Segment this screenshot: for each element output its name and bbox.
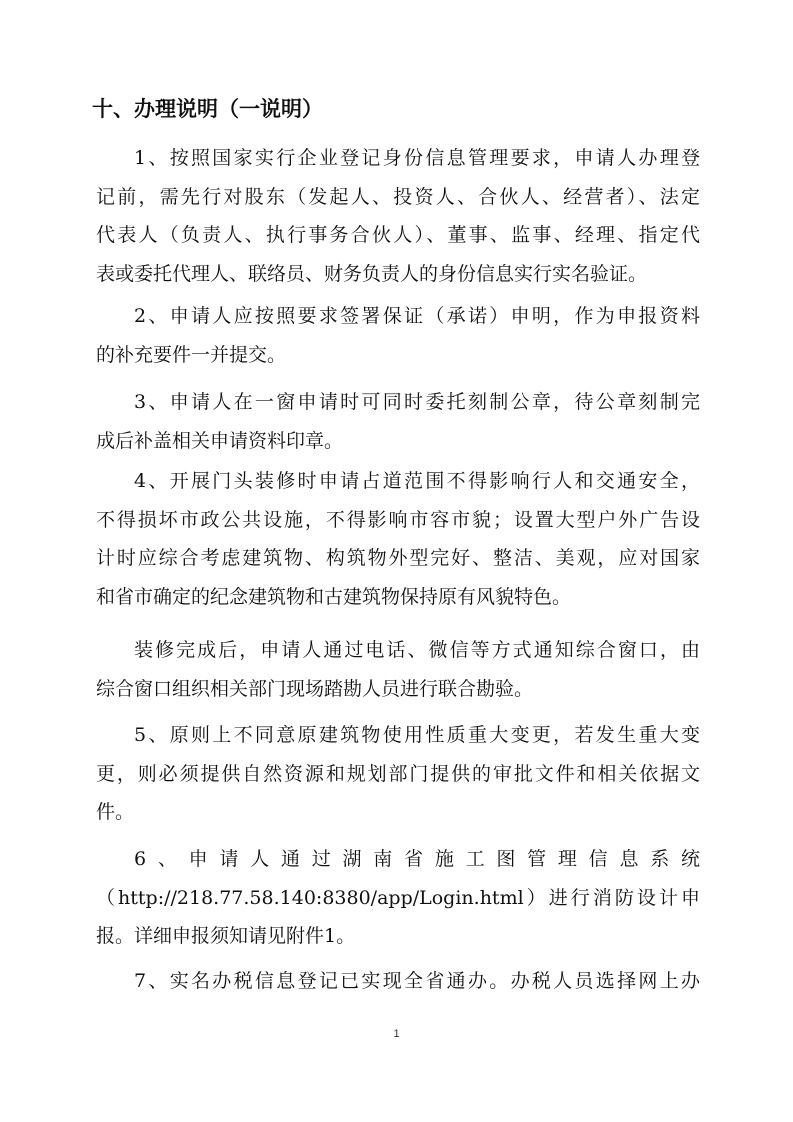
paragraph-6 (96, 840, 700, 956)
paragraph-line: 综合窗口组织相关部门现场踏勘人员进行联合勘验。 (96, 677, 534, 700)
paragraph-2 (96, 297, 700, 374)
paragraph-line: 表或委托代理人、联络员、财务负责人的身份信息实行实名验证。 (96, 262, 648, 285)
paragraph-url-line: （http://218.77.58.140:8380/app/Login.html）进行消防设计申 (96, 886, 700, 909)
paragraph-line: 报。详细申报须知请见附件1。 (96, 925, 356, 947)
paragraph-1 (96, 139, 700, 293)
paragraph-line: 5、原则上不同意原建筑物使用性质重大变更，若发生重大变 (134, 724, 700, 746)
paragraph-line: 4、开展门头装修时申请占道范围不得影响行人和交通安全， (134, 470, 700, 492)
paragraph-line: 成后补盖相关申请资料印章。 (96, 429, 344, 452)
paragraph-line: 计时应综合考虑建筑物、构筑物外型完好、整洁、美观，应对国家 (96, 547, 700, 569)
paragraph-line: 记前，需先行对股东（发起人、投资人、合伙人、经营者）、法定 (96, 185, 700, 208)
paragraph-4b (96, 631, 700, 708)
paragraph-line: 1、按照国家实行企业登记身份信息管理要求，申请人办理登 (134, 147, 700, 169)
paragraph-7 (96, 962, 700, 1001)
page-number: 1 (393, 1028, 400, 1040)
paragraph-3 (96, 383, 700, 460)
paragraph-line: 的补充要件一并提交。 (96, 343, 287, 366)
paragraph-line: 3、申请人在一窗申请时可同时委托刻制公章，待公章刻制完 (134, 391, 700, 413)
paragraph-line: 代表人（负责人、执行事务合伙人）、董事、监事、经理、指定代 (96, 224, 700, 246)
paragraph-line: 7、实名办税信息登记已实现全省通办。办税人员选择网上办 (134, 970, 700, 992)
paragraph-line: 和省市确定的纪念建筑物和古建筑物保持原有风貌特色。 (96, 585, 572, 608)
paragraph-line: 2、申请人应按照要求签署保证（承诺）申明，作为申报资料 (134, 305, 700, 327)
paragraph-4 (96, 462, 700, 616)
section-heading: 十、办理说明（一说明） (92, 97, 323, 121)
paragraph-line: 不得损坏市政公共设施，不得影响市容市貌；设置大型户外广告设 (96, 508, 700, 531)
paragraph-line: 更，则必须提供自然资源和规划部门提供的审批文件和相关依据文 (96, 762, 700, 785)
paragraph-line: 装修完成后，申请人通过电话、微信等方式通知综合窗口，由 (134, 639, 700, 661)
paragraph-5 (96, 716, 700, 832)
paragraph-line: 件。 (96, 801, 135, 823)
paragraph-line: 6、申请人通过湖南省施工图管理信息系统 (134, 848, 700, 870)
